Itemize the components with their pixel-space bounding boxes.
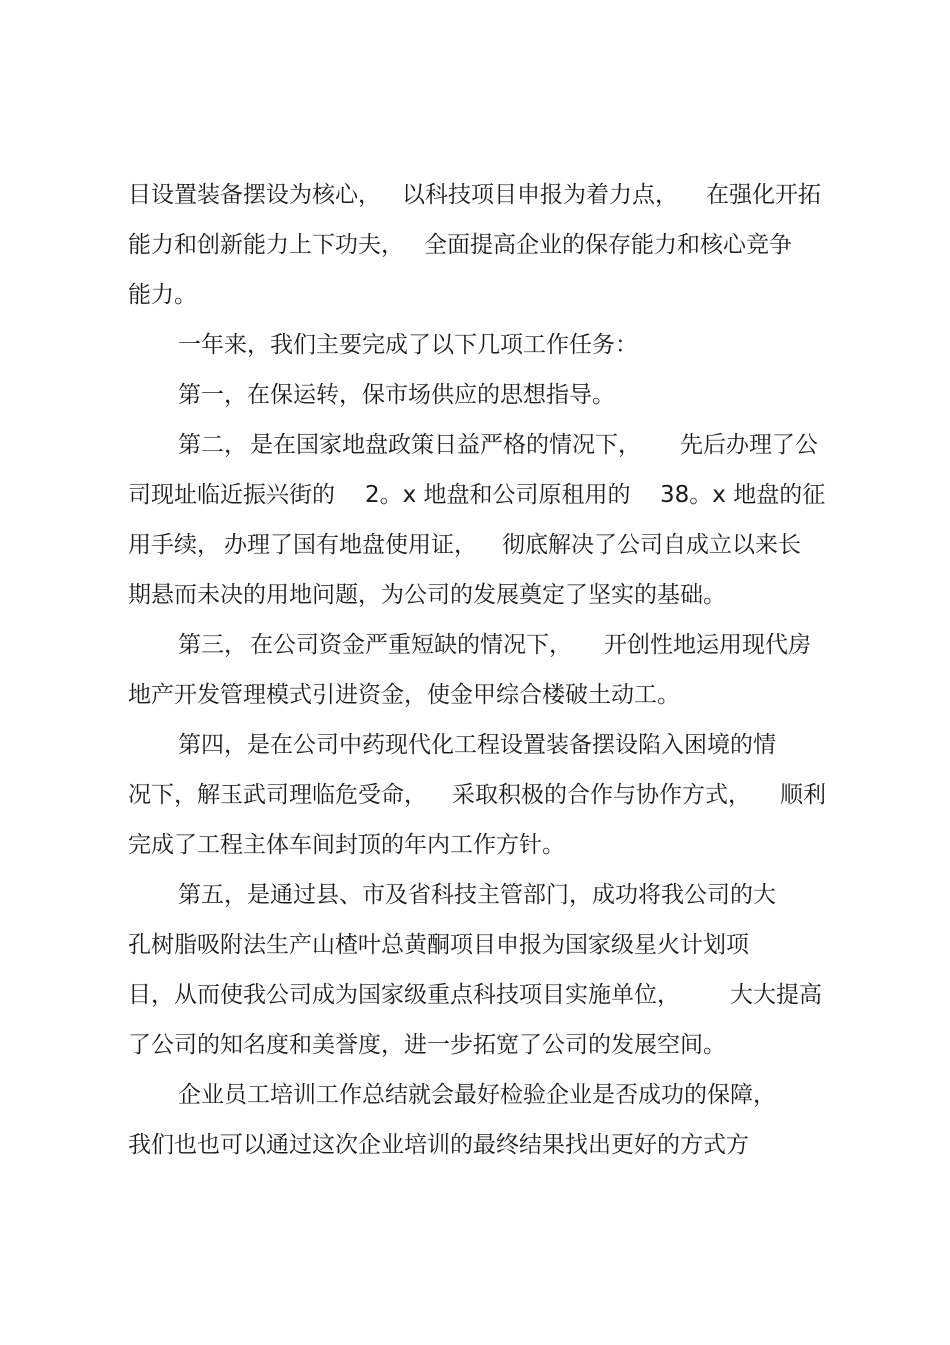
paragraph-line (0, 1020, 950, 1070)
paragraph-line (0, 570, 950, 620)
text-segment: 第五，是通过县、市及省科技主管部门，成功将我公司的大 (178, 882, 776, 908)
paragraph-line (0, 970, 950, 1020)
text-segment: 是在国家地盘政策日益严格的情况下， (250, 432, 641, 458)
text-segment: 目，从而使我公司成为国家级重点科技项目实施单位， (128, 982, 680, 1008)
text-segment: 大大提高 (730, 982, 822, 1008)
paragraph-line (0, 1120, 950, 1170)
paragraph-line (0, 420, 950, 470)
text-segment: 彻底解决了公司自成立以来长 (502, 532, 801, 558)
text-segment: 孔树脂吸附法生产山楂叶总黄酮项目申报为国家级星火计划项 (128, 932, 749, 958)
text-segment: 能力。 (128, 282, 197, 308)
text-segment: 第一，在保运转，保市场供应的思想指导。 (178, 382, 615, 408)
paragraph-line (0, 820, 950, 870)
text-segment: 在强化开拓 (706, 182, 821, 208)
text-segment: 第四，是在公司中药现代化工程设置装备摆设陷入困境的情 (178, 732, 776, 758)
paragraph-line (0, 270, 950, 320)
paragraph-line (0, 520, 950, 570)
text-segment: 完成了工程主体车间封顶的年内工作方针。 (128, 832, 565, 858)
text-segment: 以科技项目申报为着力点， (402, 182, 678, 208)
text-segment: 能力和创新能力上下功夫， (128, 232, 404, 258)
paragraph-line (0, 920, 950, 970)
text-segment: 先后办理了公 (680, 432, 818, 458)
paragraph-line (0, 770, 950, 820)
text-segment: 况下，解玉武司理临危受命， (128, 782, 427, 808)
text-segment: 顺利 (780, 782, 826, 808)
text-segment: 第三， (178, 632, 247, 658)
text-segment: 第二， (178, 432, 247, 458)
text-segment: 我们也也可以通过这次企业培训的最终结果找出更好的方式方 (128, 1132, 749, 1158)
text-segment: 司现址临近振兴街的 (128, 482, 335, 508)
text-segment: 目设置装备摆设为核心， (128, 182, 381, 208)
text-segment: 38。x 地盘的征 (660, 482, 826, 508)
text-segment: 办理了国有地盘使用证， (224, 532, 477, 558)
paragraph-line (0, 170, 950, 220)
paragraph-line (0, 720, 950, 770)
text-segment: 地产开发管理模式引进资金，使金甲综合楼破土动工。 (128, 682, 680, 708)
paragraph-line (0, 220, 950, 270)
text-segment: 期悬而未决的用地问题，为公司的发展奠定了坚实的基础。 (128, 582, 726, 608)
paragraph-line (0, 620, 950, 670)
text-segment: 一年来，我们主要完成了以下几项工作任务： (178, 332, 638, 358)
paragraph-line (0, 370, 950, 420)
text-segment: 企业员工培训工作总结就会最好检验企业是否成功的保障， (178, 1082, 776, 1108)
text-segment: 2。x 地盘和公司原租用的 (365, 482, 631, 508)
paragraph-line (0, 1070, 950, 1120)
paragraph-line (0, 870, 950, 920)
text-segment: 了公司的知名度和美誉度，进一步拓宽了公司的发展空间。 (128, 1032, 726, 1058)
text-segment: 开创性地运用现代房 (604, 632, 811, 658)
paragraph-line (0, 470, 950, 520)
paragraph-line (0, 320, 950, 370)
paragraph-line (0, 670, 950, 720)
text-segment: 全面提高企业的保存能力和核心竞争 (424, 232, 792, 258)
text-segment: 用手续， (128, 532, 220, 558)
text-segment: 采取积极的合作与协作方式， (452, 782, 751, 808)
text-segment: 在公司资金严重短缺的情况下， (250, 632, 572, 658)
